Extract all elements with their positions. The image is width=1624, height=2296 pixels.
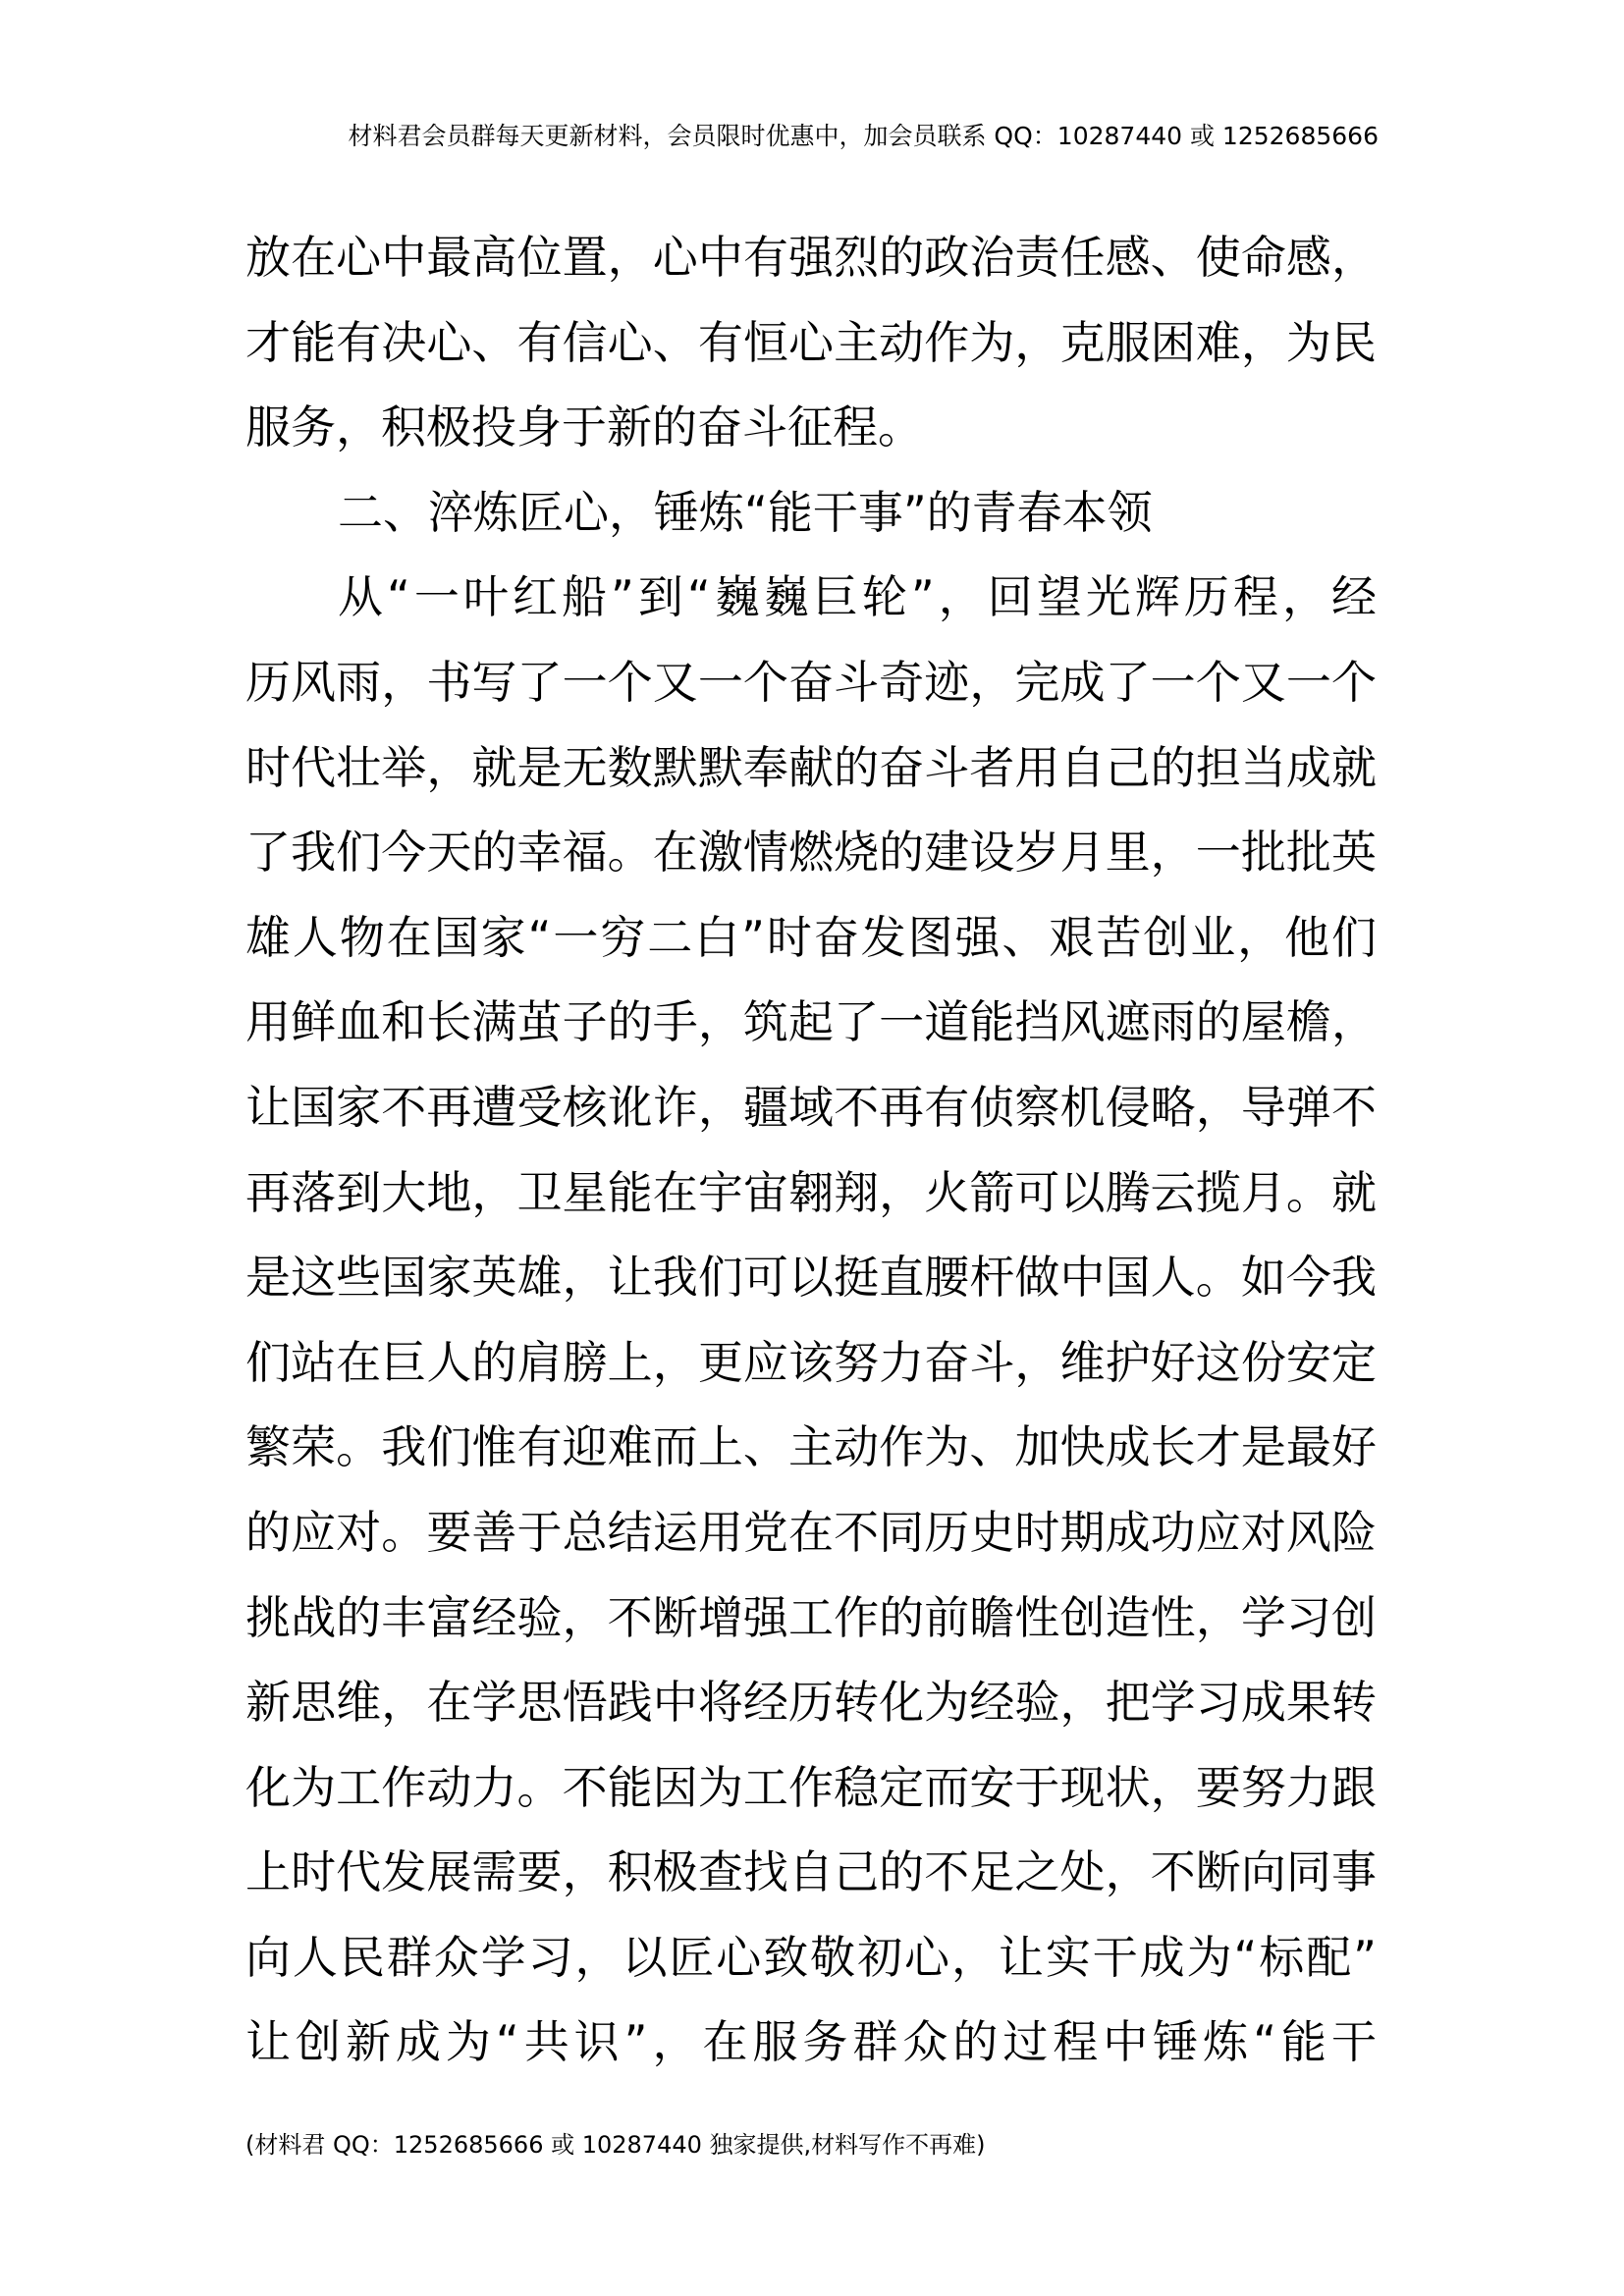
page-header-notice: 材料君会员群每天更新材料，会员限时优惠中，加会员联系 QQ：10287440 或 1252685666 [348, 122, 1379, 150]
text-line: 从“一叶红船”到“巍巍巨轮”，回望光辉历程，经 [338, 570, 1377, 624]
text-line: 历风雨，书写了一个又一个奋斗奇迹，完成了一个又一个 [245, 655, 1377, 709]
text-line: 新思维，在学思悟践中将经历转化为经验，把学习成果转 [245, 1676, 1377, 1730]
text-line: 用鲜血和长满茧子的手，筑起了一道能挡风遮雨的屋檐， [245, 995, 1377, 1049]
text-line: 再落到大地，卫星能在宇宙翱翔，火箭可以腾云揽月。就 [245, 1165, 1377, 1219]
text-line: 繁荣。我们惟有迎难而上、主动作为、加快成长才是最好 [245, 1420, 1377, 1474]
text-line: 服务，积极投身于新的奋斗征程。 [245, 400, 923, 454]
text-line: 让创新成为“共识”，在服务群众的过程中锤炼“能干 [245, 2015, 1377, 2069]
text-line: 的应对。要善于总结运用党在不同历史时期成功应对风险 [245, 1505, 1377, 1559]
text-line: 时代壮举，就是无数默默奉献的奋斗者用自己的担当成就 [245, 740, 1377, 794]
text-line: 们站在巨人的肩膀上，更应该努力奋斗，维护好这份安定 [245, 1335, 1377, 1389]
text-line: 了我们今天的幸福。在激情燃烧的建设岁月里，一批批英 [245, 826, 1377, 880]
text-line: 向人民群众学习，以匠心致敬初心，让实干成为“标配” [245, 1930, 1377, 1984]
text-line: 挑战的丰富经验，不断增强工作的前瞻性创造性，学习创 [245, 1590, 1377, 1644]
text-line: 上时代发展需要，积极查找自己的不足之处，不断向同事 [245, 1845, 1377, 1899]
text-line: 放在心中最高位置，心中有强烈的政治责任感、使命感， [245, 231, 1377, 284]
section-heading: 二、淬炼匠心，锤炼“能干事”的青春本领 [338, 485, 1153, 539]
text-line: 是这些国家英雄，让我们可以挺直腰杆做中国人。如今我 [245, 1251, 1377, 1305]
page-footer-notice: (材料君 QQ：1252685666 或 10287440 独家提供,材料写作不再难) [245, 2131, 986, 2159]
text-line: 雄人物在国家“一穷二白”时奋发图强、艰苦创业，他们 [245, 910, 1377, 964]
text-line: 才能有决心、有信心、有恒心主动作为，克服困难，为民 [245, 315, 1377, 369]
text-line: 让国家不再遭受核讹诈，疆域不再有侦察机侵略，导弹不 [245, 1080, 1377, 1134]
document-body [245, 215, 1377, 2085]
text-line: 化为工作动力。不能因为工作稳定而安于现状，要努力跟 [245, 1760, 1377, 1814]
